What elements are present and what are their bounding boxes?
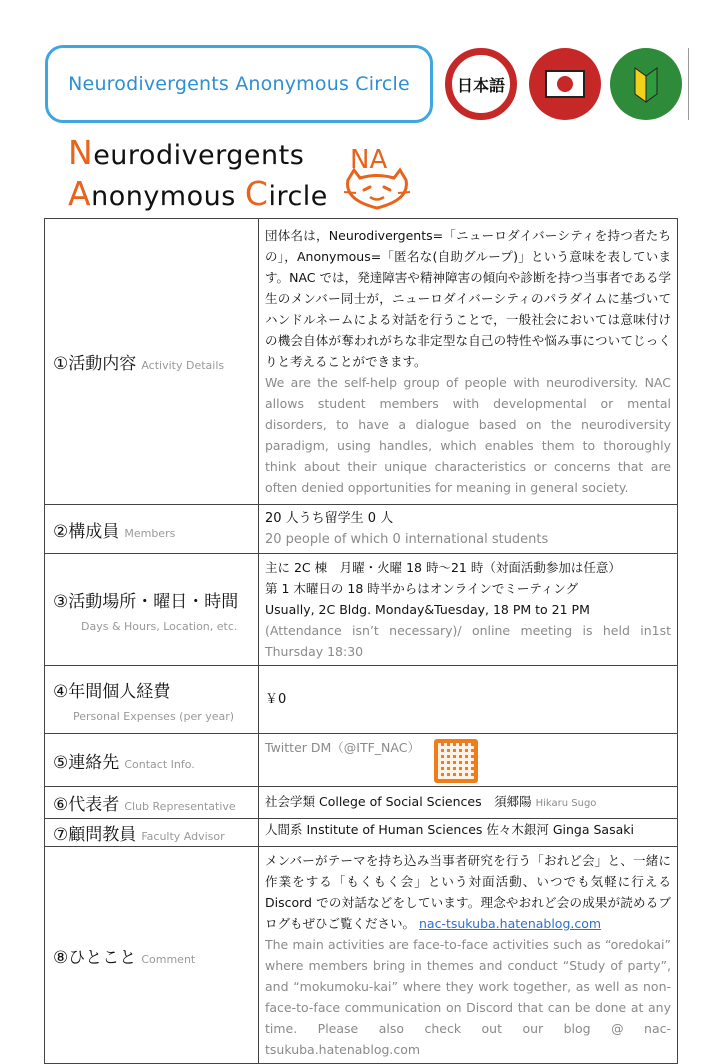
logo-line1-rest: eurodivergents (93, 140, 305, 171)
activity-text-jp: 団体名は，Neurodivergents=「ニューロダイバーシティを持つ者たちの」，Anonymous=「匿名な(自助グループ)」という意味を表しています。NAC では，発達障害や精神障害の傾向や診断を持つ当事者である学生のメンバー同士が，ニューロダイバーシティのパラダイムに基づいてハンドルネームによる対話を行うことで，一般社会においては意味付けの機会自体が奪われがちな非定型な自己の特性や悩み事についてじっくりと考えることができます。 (265, 228, 671, 369)
schedule-text-en1: Usually, 2C Bldg. Monday&Tuesday, 18 PM to 21 PM (265, 602, 590, 617)
contact-label-en: Contact Info. (124, 757, 195, 771)
comment-text-jp: メンバーがテーマを持ち込み当事者研究を行う「おれど会」と、一緒に作業をする「もくもく会」という対面活動、いつでも気軽に行えるDiscord での対話などをしています。理念やおれど会の成果が読めるブログもぜひご覧ください。 (265, 853, 671, 931)
advisor-label: ⑦顧問教員 (53, 825, 137, 845)
expenses-label-en: Personal Expenses (per year) (73, 709, 235, 723)
logo-cap-a: A (68, 174, 92, 213)
blog-link[interactable]: nac-tsukuba.hatenablog.com (419, 916, 602, 931)
representative-name-en: Hikaru Sugo (535, 798, 597, 809)
representative-label-en: Club Representative (124, 800, 236, 813)
japan-flag-icon[interactable] (529, 48, 601, 120)
activity-label-en: Activity Details (141, 359, 225, 372)
advisor-text: 人間系 Institute of Human Sciences 佐々木銀河 Ginga Sasaki (265, 822, 634, 837)
schedule-text-jp1: 主に 2C 棟 月曜・火曜 18 時～21 時（対面活動参加は任意） (265, 560, 621, 575)
representative-label: ⑥代表者 (53, 795, 120, 815)
beginner-mark-icon[interactable] (610, 48, 682, 120)
logo-line2-mid: nonymous (91, 181, 245, 212)
logo-line2-rest: ircle (268, 181, 328, 212)
club-name: Neurodivergents Anonymous Circle (68, 73, 410, 95)
row-activity (45, 219, 678, 505)
row-members (45, 505, 678, 554)
expenses-label: ④年間個人経費 (53, 681, 171, 702)
members-label: ②構成員 (53, 521, 120, 542)
schedule-text-en2: (Attendance isn’t necessary)/ online meeting is held in1st Thursday 18:30 (265, 623, 671, 659)
schedule-label: ③活動場所・曜日・時間 (53, 591, 239, 612)
row-representative (45, 787, 678, 819)
cat-logo-icon (340, 140, 414, 216)
logo-cap-n: N (68, 133, 94, 172)
logo-cap-c: C (244, 174, 269, 213)
activity-label: ①活動内容 (53, 354, 137, 374)
club-info-table (44, 218, 678, 1064)
row-comment (45, 847, 678, 1064)
club-name-box (45, 45, 433, 123)
edge-divider (688, 48, 689, 120)
row-contact (45, 734, 678, 787)
comment-label-en: Comment (141, 952, 196, 966)
comment-text-en: The main activities are face-to-face activities such as “oredokai” where members bring in themes and conduct “Study of party”, and “mokumoku-kai” where they work together, as well as non-face-to-face communication on Discord that can be done at any time. Please also check out our blog @ nac-tsukuba.hatenablog.com (265, 937, 671, 1057)
comment-label: ⑧ひとこと (53, 947, 137, 968)
members-text-jp: 20 人うち留学生 0 人 (265, 511, 394, 526)
schedule-text-jp2: 第 1 木曜日の 18 時半からはオンラインでミーティング (265, 581, 579, 596)
expenses-value: ￥0 (265, 692, 287, 707)
cat-logo-text: NA (350, 145, 388, 175)
representative-text: 社会学類 College of Social Sciences 須郷陽 (265, 794, 532, 809)
row-advisor (45, 819, 678, 847)
members-text-en: 20 people of which 0 international students (265, 532, 549, 547)
schedule-label-en: Days & Hours, Location, etc. (81, 619, 238, 633)
members-label-en: Members (124, 526, 176, 540)
japanese-label: 日本語 (456, 75, 505, 95)
japanese-language-button[interactable] (445, 48, 517, 120)
activity-text-en: We are the self-help group of people with neurodiversity. NAC allows student members with developmental or mental disorders, to have a dialogue based on the neurodiversity paradigm, using handles, which enables them to thoroughly think about their unique characteristics or concerns that are often denied opportunities for meaning in general society. (265, 375, 671, 495)
row-schedule (45, 554, 678, 666)
contact-text[interactable]: Twitter DM（@ITF_NAC） (265, 740, 420, 755)
advisor-label-en: Faculty Advisor (141, 830, 225, 843)
qr-code-icon[interactable] (434, 739, 478, 783)
row-expenses (45, 666, 678, 734)
contact-label: ⑤連絡先 (53, 752, 120, 773)
